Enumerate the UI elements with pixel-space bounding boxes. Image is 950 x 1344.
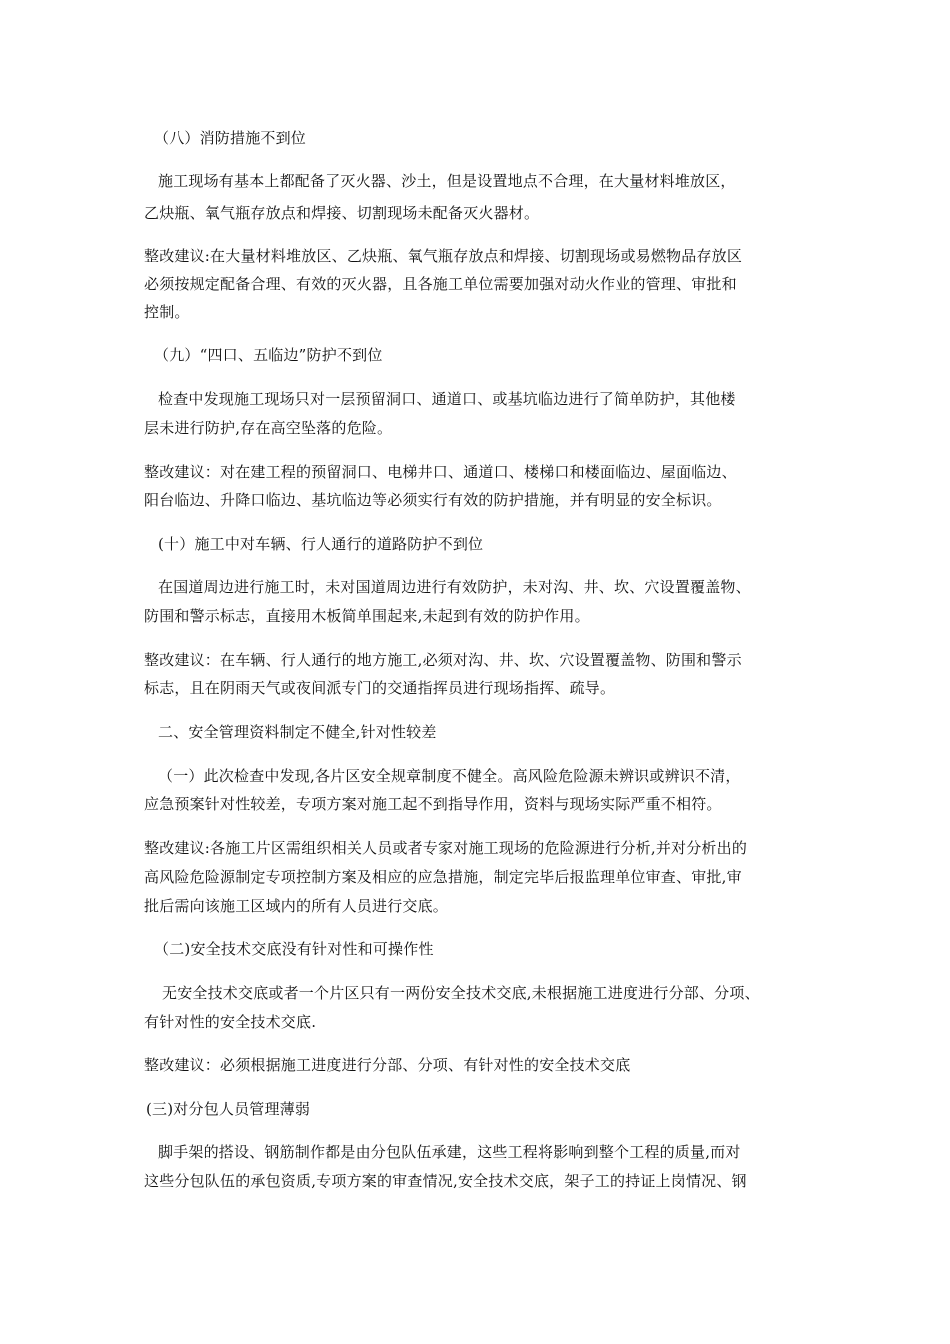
paragraph-line: 脚手架的搭设、钢筋制作都是由分包队伍承建，这些工程将影响到整个工程的质量,而对 bbox=[158, 1143, 741, 1161]
paragraph-line: （一）此次检查中发现,各片区安全规章制度不健全。高风险危险源未辨识或辨识不清， bbox=[158, 767, 741, 785]
paragraph-line: 无安全技术交底或者一个片区只有一两份安全技术交底,未根据施工进度进行分部、分项、 bbox=[162, 984, 760, 1002]
paragraph-line: 有针对性的安全技术交底. bbox=[144, 1013, 317, 1031]
heading-safety-briefing: （二)安全技术交底没有针对性和可操作性 bbox=[154, 940, 434, 958]
heading-section-two: 二、安全管理资料制定不健全,针对性较差 bbox=[158, 723, 437, 741]
paragraph-line: 在国道周边进行施工时，未对国道周边进行有效防护，未对沟、井、坎、穴设置覆盖物、 bbox=[158, 578, 751, 596]
heading-four-openings: （九）“四口、五临边”防护不到位 bbox=[154, 346, 383, 364]
heading-fire-protection: （八）消防措施不到位 bbox=[154, 129, 307, 147]
heading-subcontractor: (三)对分包人员管理薄弱 bbox=[146, 1100, 311, 1118]
paragraph-line: 整改建议：对在建工程的预留洞口、电梯井口、通道口、楼梯口和楼面临边、屋面临边、 bbox=[144, 463, 737, 481]
paragraph-line: 施工现场有基本上都配备了灭火器、沙土，但是设置地点不合理，在大量材料堆放区， bbox=[158, 172, 736, 190]
paragraph-line: 这些分包队伍的承包资质,专项方案的审查情况,安全技术交底，架子工的持证上岗情况、钢 bbox=[144, 1172, 747, 1190]
heading-road-protection: (十）施工中对车辆、行人通行的道路防护不到位 bbox=[158, 535, 484, 553]
paragraph-line: 层未进行防护,存在高空坠落的危险。 bbox=[144, 419, 393, 437]
paragraph-line: 检查中发现施工现场只对一层预留洞口、通道口、或基坑临边进行了简单防护，其他楼 bbox=[158, 390, 736, 408]
paragraph-line: 标志，且在阴雨天气或夜间派专门的交通指挥员进行现场指挥、疏导。 bbox=[144, 679, 616, 697]
paragraph-line: 整改建议：在车辆、行人通行的地方施工,必须对沟、井、坎、穴设置覆盖物、防围和警示 bbox=[144, 651, 742, 669]
paragraph-line: 整改建议:在大量材料堆放区、乙炔瓶、氧气瓶存放点和焊接、切割现场或易燃物品存放区 bbox=[144, 247, 743, 265]
paragraph-line: 乙炔瓶、氧气瓶存放点和焊接、切割现场未配备灭火器材。 bbox=[144, 204, 540, 222]
paragraph-line: 阳台临边、升降口临边、基坑临边等必须实行有效的防护措施，并有明显的安全标识。 bbox=[144, 491, 722, 509]
paragraph-line: 批后需向该施工区域内的所有人员进行交底。 bbox=[144, 897, 449, 915]
paragraph-line: 防围和警示标志，直接用木板简单围起来,未起到有效的防护作用。 bbox=[144, 607, 590, 625]
paragraph-line: 应急预案针对性较差，专项方案对施工起不到指导作用，资料与现场实际严重不相符。 bbox=[144, 795, 722, 813]
paragraph-line: 控制。 bbox=[144, 303, 190, 321]
paragraph-line: 高风险危险源制定专项控制方案及相应的应急措施，制定完毕后报监理单位审查、审批,审 bbox=[144, 868, 742, 886]
paragraph-line: 必须按规定配备合理、有效的灭火器，且各施工单位需要加强对动火作业的管理、审批和 bbox=[144, 275, 737, 293]
paragraph-line: 整改建议：必须根据施工进度进行分部、分项、有针对性的安全技术交底 bbox=[144, 1056, 631, 1074]
paragraph-line: 整改建议:各施工片区需组织相关人员或者专家对施工现场的危险源进行分析,并对分析出的 bbox=[144, 839, 748, 857]
